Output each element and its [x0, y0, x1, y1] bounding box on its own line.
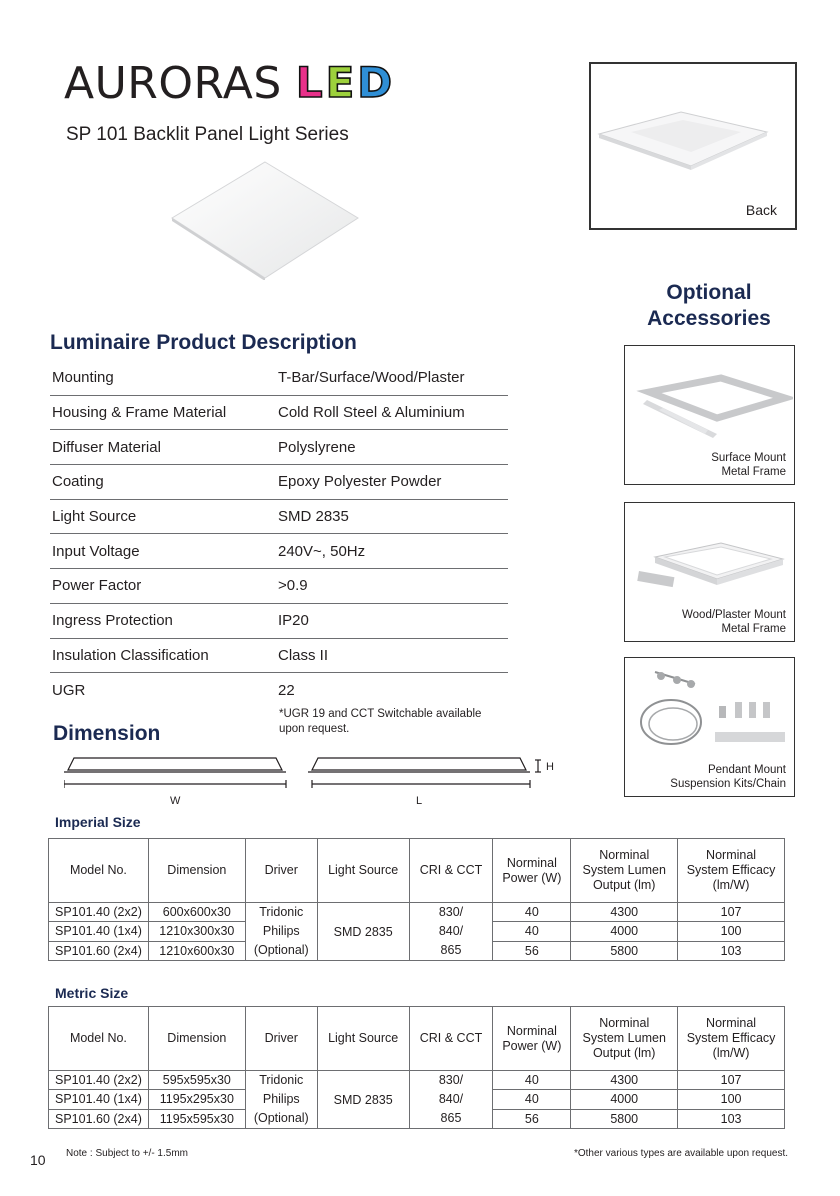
description-table [50, 361, 508, 708]
accessory-surface-mount [624, 345, 795, 485]
header-efficacy: Norminal System Efficacy (lm/W) [678, 839, 785, 903]
table-row: SP101.40 (1x4) 1210x300x30 40 4000 100 [49, 922, 785, 941]
table-row: SP101.60 (2x4) 1195x595x30 56 5800 103 [49, 1109, 785, 1128]
dimension-drawing [64, 756, 564, 812]
description-row: Light Source SMD 2835 [50, 500, 508, 535]
height-label: H [546, 761, 554, 773]
suspension-kit-image [625, 662, 793, 760]
cri-cct-cell: 830/ 840/ 865 [409, 903, 493, 961]
description-title: Luminaire Product Description [50, 331, 357, 354]
cri-cct-cell: 830/ 840/ 865 [409, 1071, 493, 1129]
brand-logo [64, 58, 392, 108]
led-letter-d: D [357, 58, 393, 107]
header-model: Model No. [49, 1007, 149, 1071]
description-row: Diffuser Material Polyslyrene [50, 430, 508, 465]
description-row: Power Factor >0.9 [50, 569, 508, 604]
header-power: Norminal Power (W) [493, 1007, 571, 1071]
light-source-cell: SMD 2835 [317, 903, 409, 961]
description-row: Input Voltage 240V~, 50Hz [50, 534, 508, 569]
accessory-pendant-mount [624, 657, 795, 797]
header-light-source: Light Source [317, 839, 409, 903]
brand-name: AURORAS [64, 57, 282, 109]
ugr-note: *UGR 19 and CCT Switchable available upon request. [279, 708, 482, 735]
accessory-label: Surface Mount Metal Frame [711, 452, 786, 478]
header-dimension: Dimension [148, 1007, 245, 1071]
header-cri-cct: CRI & CCT [409, 839, 493, 903]
header-driver: Driver [245, 839, 317, 903]
metric-size-title: Metric Size [55, 985, 129, 1001]
accessories-title-line2: Accessories [647, 307, 771, 330]
description-row: Coating Epoxy Polyester Powder [50, 465, 508, 500]
header-lumen: Norminal System Lumen Output (lm) [571, 1007, 678, 1071]
table-row: SP101.40 (2x2) 595x595x30 Tridonic Philips (Optional) SMD 2835 830/ 840/ 865 40 4300 107 [49, 1071, 785, 1090]
dimension-title: Dimension [53, 722, 161, 745]
driver-cell: Tridonic Philips (Optional) [245, 1071, 317, 1129]
imperial-size-title: Imperial Size [55, 814, 141, 830]
accessories-title-line1: Optional [666, 281, 752, 304]
led-letter-e: E [325, 58, 355, 107]
header-model: Model No. [49, 839, 149, 903]
page-number: 10 [30, 1152, 46, 1168]
panel-light-image [170, 160, 360, 280]
tolerance-note: Note : Subject to +/- 1.5mm [66, 1148, 188, 1159]
led-letter-l: L [295, 58, 323, 107]
header-cri-cct: CRI & CCT [409, 1007, 493, 1071]
table-row: SP101.60 (2x4) 1210x600x30 56 5800 103 [49, 941, 785, 960]
header-efficacy: Norminal System Efficacy (lm/W) [678, 1007, 785, 1071]
accessory-label: Wood/Plaster Mount Metal Frame [682, 609, 786, 635]
table-header-row [49, 839, 785, 903]
description-row: UGR 22 [52, 682, 295, 700]
back-label: Back [745, 202, 777, 218]
header-light-source: Light Source [317, 1007, 409, 1071]
width-label: W [170, 795, 181, 807]
header-lumen: Norminal System Lumen Output (lm) [571, 839, 678, 903]
driver-cell: Tridonic Philips (Optional) [245, 903, 317, 961]
led-logo [295, 58, 393, 107]
description-row: Ingress Protection IP20 [50, 604, 508, 639]
description-row: Mounting T-Bar/Surface/Wood/Plaster [50, 361, 508, 396]
header-dimension: Dimension [148, 839, 245, 903]
availability-note: *Other various types are available upon request. [573, 1148, 788, 1159]
accessory-label: Pendant Mount Suspension Kits/Chain [670, 764, 786, 790]
table-header-row [49, 1007, 785, 1071]
length-label: L [416, 795, 423, 807]
light-source-cell: SMD 2835 [317, 1071, 409, 1129]
header-power: Norminal Power (W) [493, 839, 571, 903]
accessories-title [624, 280, 794, 332]
header-driver: Driver [245, 1007, 317, 1071]
series-title: SP 101 Backlit Panel Light Series [66, 124, 349, 145]
table-row: SP101.40 (2x2) 600x600x30 Tridonic Philips (Optional) SMD 2835 830/ 840/ 865 40 4300 107 [49, 903, 785, 922]
description-row: Housing & Frame Material Cold Roll Steel & Aluminium [50, 396, 508, 431]
accessory-wood-plaster-mount [624, 502, 795, 642]
metric-size-table [48, 1006, 785, 1129]
surface-frame-image [625, 354, 793, 444]
back-view-box [589, 62, 797, 230]
description-row: Insulation Classification Class II [50, 639, 508, 674]
panel-back-image [591, 74, 795, 194]
table-row: SP101.40 (1x4) 1195x295x30 40 4000 100 [49, 1090, 785, 1109]
imperial-size-table [48, 838, 785, 961]
wood-frame-image [625, 513, 793, 603]
